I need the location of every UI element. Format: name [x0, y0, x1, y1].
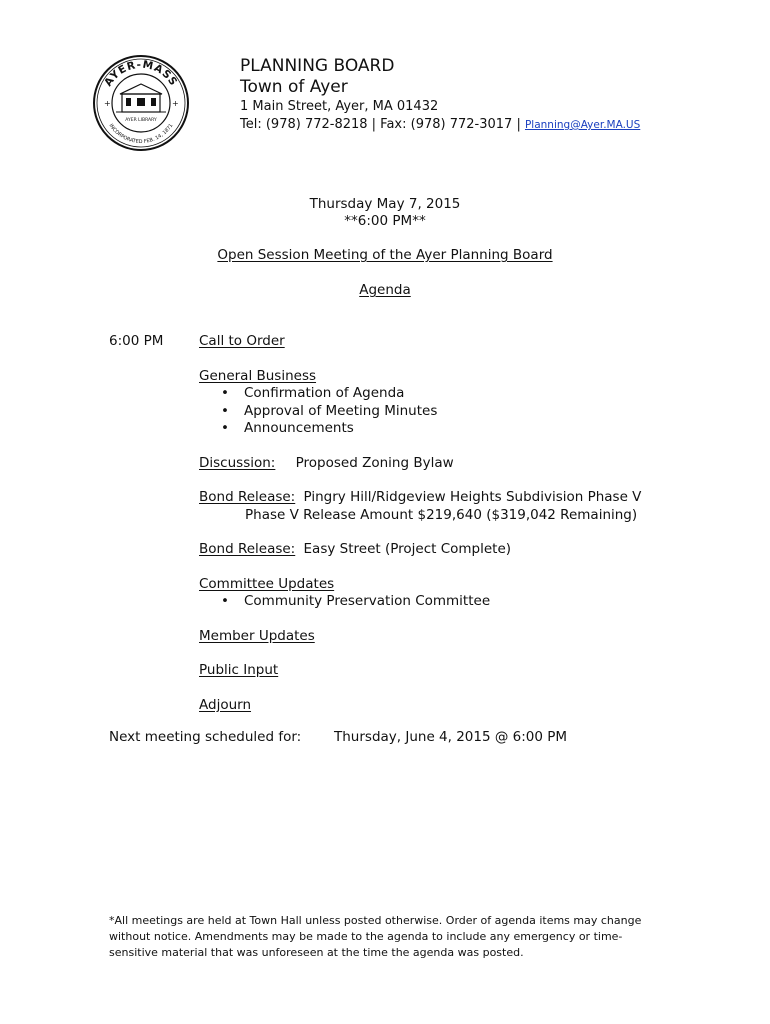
svg-text:+: +: [172, 99, 179, 108]
meeting-date: Thursday May 7, 2015: [309, 196, 461, 212]
general-business-list: [199, 385, 739, 438]
list-item: • Announcements: [199, 420, 739, 438]
discussion-label: Discussion:: [199, 454, 276, 471]
committee-updates-section: [199, 576, 739, 611]
agenda-body: [199, 333, 739, 714]
member-updates: Member Updates: [199, 627, 315, 644]
bond-release-text: Pingry Hill/Ridgeview Heights Subdivision Phase V: [303, 489, 642, 505]
seal-graphic: [92, 54, 190, 152]
bond-release-detail: Phase V Release Amount $219,640 ($319,042 Remaining): [245, 506, 638, 523]
bond-release-label: Bond Release:: [199, 541, 296, 557]
next-meeting-value: Thursday, June 4, 2015 @ 6:00 PM: [334, 729, 568, 745]
email-link[interactable]: Planning@Ayer.MA.US: [524, 119, 641, 131]
bond-release-label: Bond Release:: [199, 489, 296, 505]
discussion-item: [199, 455, 739, 473]
svg-text:+: +: [104, 99, 111, 108]
bond-release-text: Easy Street (Project Complete): [303, 541, 512, 557]
list-item: • Confirmation of Agenda: [199, 385, 739, 403]
committee-updates-list: [199, 593, 739, 611]
contact-line: [240, 116, 640, 134]
next-meeting-label: Next meeting scheduled for:: [109, 729, 302, 745]
seal-inner-label: AYER LIBRARY: [125, 118, 157, 123]
svg-text:INCORPORATED FEB. 14, 1871: [108, 123, 175, 145]
seal-ring-top: AYER-MASS: [102, 58, 180, 89]
discussion-text: Proposed Zoning Bylaw: [295, 454, 454, 471]
general-business-heading: General Business: [199, 367, 317, 384]
list-item: • Community Preservation Committee: [199, 593, 739, 611]
session-title: Open Session Meeting of the Ayer Planning Board: [217, 247, 553, 263]
org-title: PLANNING BOARD: [240, 56, 395, 76]
public-input: Public Input: [199, 662, 279, 678]
committee-updates-heading: Committee Updates: [199, 575, 335, 592]
bond-release-1: [199, 489, 739, 524]
start-time: 6:00 PM: [109, 333, 164, 349]
footnote: [109, 913, 709, 961]
footnote-line: sensitive material that was unforeseen at the time the agenda was posted.: [109, 946, 524, 959]
call-to-order: Call to Order: [199, 333, 285, 349]
contact-phone-fax: Tel: (978) 772-8218 | Fax: (978) 772-3017 |: [240, 117, 521, 132]
bond-release-2: [199, 541, 739, 559]
agenda-heading: Agenda: [359, 282, 411, 298]
town-seal: [92, 54, 190, 152]
general-business-section: [199, 368, 739, 438]
meeting-time: **6:00 PM**: [344, 213, 426, 229]
town-name: Town of Ayer: [240, 77, 348, 97]
address: 1 Main Street, Ayer, MA 01432: [240, 99, 439, 114]
seal-ring-bottom: INCORPORATED FEB. 14, 1871: [107, 122, 175, 146]
footnote-line: *All meetings are held at Town Hall unless posted otherwise. Order of agenda items may change: [109, 914, 642, 927]
footnote-line: without notice. Amendments may be made to the agenda to include any emergency or time-: [109, 930, 623, 943]
adjourn: Adjourn: [199, 696, 252, 713]
list-item: • Approval of Meeting Minutes: [199, 403, 739, 421]
